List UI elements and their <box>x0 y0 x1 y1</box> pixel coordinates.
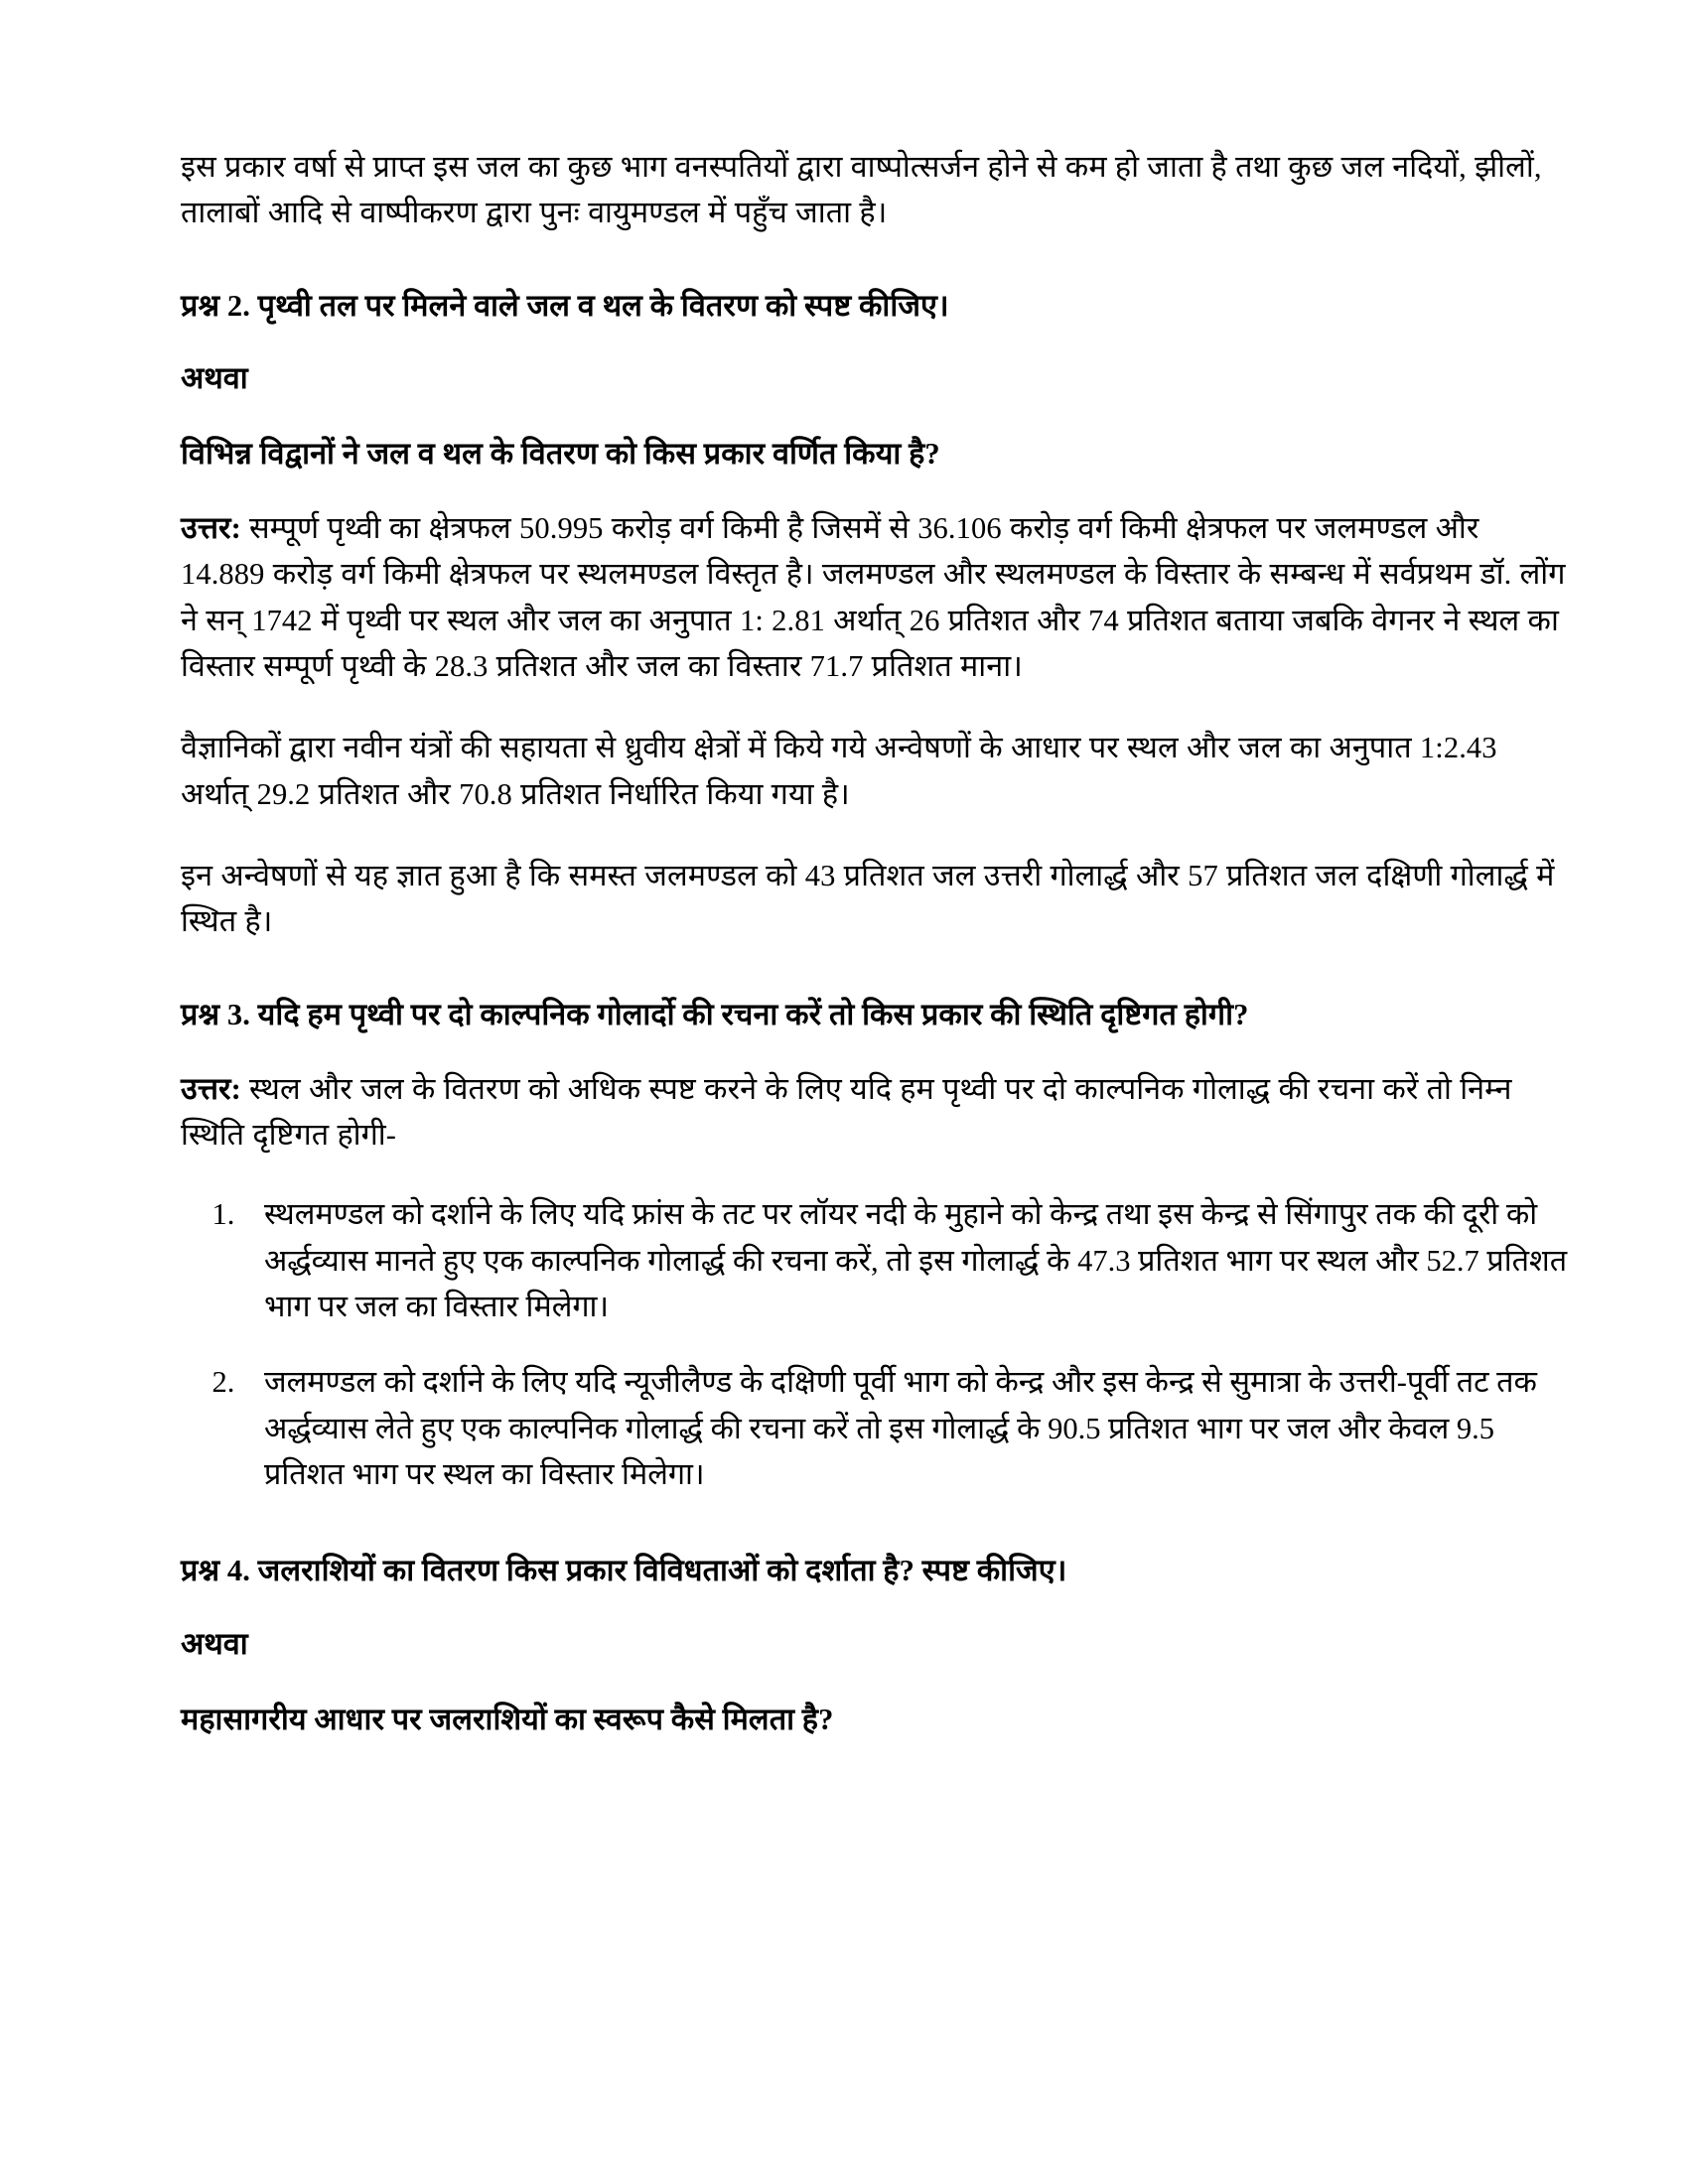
answer-body: स्थल और जल के वितरण को अधिक स्पष्ट करने के लिए यदि हम पृथ्वी पर दो काल्पनिक गोलाद्ध की रचना करें तो निम्न स्थिति दृष्टिगत होगी- <box>181 1071 1512 1152</box>
question-3-heading: प्रश्न 3. यदि हम पृथ्वी पर दो काल्पनिक गोलार्दो की रचना करें तो किस प्रकार की स्थिति दृष्टिगत होगी? <box>181 997 1249 1031</box>
page-content <box>181 144 1571 1743</box>
intro-paragraph: इस प्रकार वर्षा से प्राप्त इस जल का कुछ भाग वनस्पतियों द्वारा वाष्पोत्सर्जन होने से कम हो जाता है तथा कुछ जल नदियों, झीलों, तालाबों आदि से वाष्पीकरण द्वारा पुनः वायुमण्डल में पहुँच जाता है। <box>181 150 1542 230</box>
spacer <box>181 715 1571 725</box>
question-3-answer-list <box>181 1191 1571 1497</box>
question-4-athava-label: अथवा <box>181 1627 248 1662</box>
spacer <box>181 1531 1571 1549</box>
spacer <box>181 266 1571 284</box>
answer-label: उत्तर: <box>181 1071 241 1106</box>
question-2-heading: प्रश्न 2. पृथ्वी तल पर मिलने वाले जल व थल के वितरण को स्पष्ट कीजिए। <box>181 288 949 323</box>
list-item: 2. जलमण्डल को दर्शाने के लिए यदि न्यूजीलैण्ड के दक्षिणी पूर्वी भाग को केन्द्र और इस केन्द्र से सुमात्रा के उत्तरी-पूर्वी तट तक अर्द्धव्यास लेते हुए एक काल्पनिक गोलार्द्ध की रचना करें तो इस गोलार्द्ध के 90.5 प्रतिशत भाग पर जल और केवल 9.5 प्रतिशत भाग पर स्थल का विस्तार मिलेगा। <box>242 1359 1571 1497</box>
question-2-answer-paragraph-3: इन अन्वेषणों से यह ज्ञात हुआ है कि समस्त जलमण्डल को 43 प्रतिशत जल उत्तरी गोलार्द्ध और 57 प्रतिशत जल दक्षिणी गोलार्द्ध में स्थित है। <box>181 859 1555 939</box>
question-4-alternate-heading: महासागरीय आधार पर जलराशियों का स्वरूप कैसे मिलता है? <box>181 1702 834 1736</box>
answer-body: सम्पूर्ण पृथ्वी का क्षेत्रफल 50.995 करोड़ वर्ग किमी है जिसमें से 36.106 करोड़ वर्ग किमी क्षेत्रफल पर जलमण्डल और 14.889 करोड़ वर्ग किमी क्षेत्रफल पर स्थलमण्डल विस्तृत है। जलमण्डल और स्थलमण्डल के विस्तार के सम्बन्ध में सर्वप्रथम डॉ. लोंग ने सन् 1742 में पृथ्वी पर स्थल और जल का अनुपात 1: 2.81 अर्थात् 26 प्रतिशत और 74 प्रतिशत बताया जबकि वेगनर ने स्थल का विस्तार सम्पूर्ण पृथ्वी के 28.3 प्रतिशत और जल का विस्तार 71.7 प्रतिशत माना। <box>181 510 1566 684</box>
question-3-answer-paragraph <box>181 1066 1571 1159</box>
question-2-answer-paragraph <box>181 505 1571 689</box>
spacer <box>181 843 1571 853</box>
question-2-answer-paragraph-2: वैज्ञानिकों द्वारा नवीन यंत्रों की सहायता से ध्रुवीय क्षेत्रों में किये गये अन्वेषणों के आधार पर स्थल और जल का अनुपात 1:2.43 अर्थात् 29.2 प्रतिशत और 70.8 प्रतिशत निर्धारित किया गया है। <box>181 731 1497 811</box>
spacer <box>181 975 1571 993</box>
list-item: 1. स्थलमण्डल को दर्शाने के लिए यदि फ्रांस के तट पर लॉयर नदी के मुहाने को केन्द्र तथा इस केन्द्र से सिंगापुर तक की दूरी को अर्द्धव्यास मानते हुए एक काल्पनिक गोलार्द्ध की रचना करें, तो इस गोलार्द्ध के 47.3 प्रतिशत भाग पर स्थल और 52.7 प्रतिशत भाग पर जल का विस्तार मिलेगा। <box>242 1191 1571 1329</box>
question-2-athava-label: अथवा <box>181 361 248 396</box>
answer-label: उत्तर: <box>181 510 241 545</box>
question-4-heading: प्रश्न 4. जलराशियों का वितरण किस प्रकार विविधताओं को दर्शाता है? स्पष्ट कीजिए। <box>181 1554 1067 1588</box>
question-2-alternate-heading: विभिन्न विद्वानों ने जल व थल के वितरण को किस प्रकार वर्णित किया है? <box>181 437 940 472</box>
